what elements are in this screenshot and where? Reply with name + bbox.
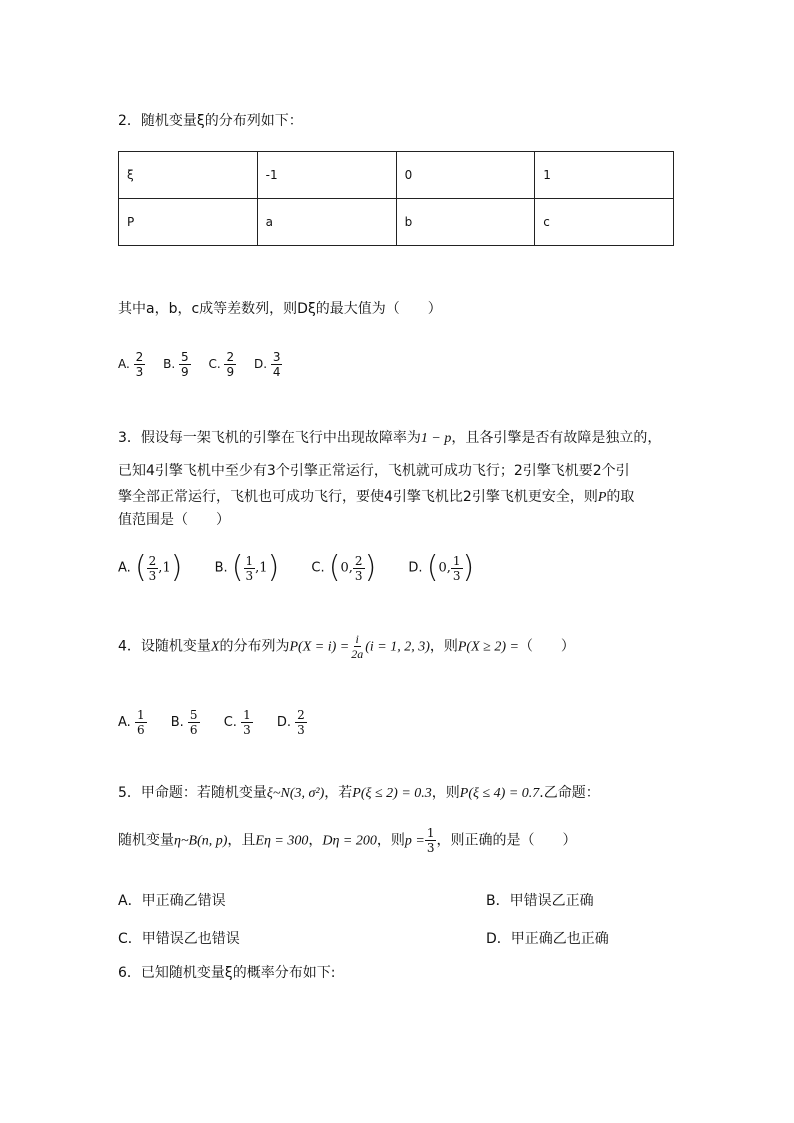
table-cell: 1 (535, 152, 674, 199)
table-cell: 0 (396, 152, 535, 199)
table-cell: ξ (119, 152, 258, 199)
fraction: $\frac{5}{9}$ (180, 350, 189, 379)
q4-options (118, 708, 335, 737)
table-cell: a (257, 199, 396, 246)
fraction: $\frac{2}{3}$ (297, 708, 305, 737)
q3-line3: 擎全部正常运行，飞机也可成功飞行，要使4引擎飞机比2引擎飞机更安全，则P的取 (118, 489, 635, 505)
distribution-table (118, 151, 674, 246)
q2-option-c: C. $\frac{2}{9}$ (208, 350, 235, 379)
q6-intro: 6．已知随机变量ξ的概率分布如下: (118, 965, 336, 981)
q3-option-d: D. (0, $\frac{1}{3}$ ) (408, 550, 475, 585)
table-cell: P (119, 199, 258, 246)
q5-option-a: A．甲正确乙错误 (118, 893, 226, 909)
fraction: $\frac{1}{3}$ (426, 826, 435, 855)
table-row (119, 199, 674, 246)
q2-condition: 其中a，b，c成等差数列，则Dξ的最大值为（ ） (118, 301, 442, 317)
q2-options (118, 350, 310, 379)
fraction: $\frac{1}{3}$ (452, 553, 461, 583)
fraction: $\frac{2}{3}$ (135, 350, 144, 379)
fraction: $\frac{i}{2a}$ (351, 632, 364, 661)
q3-line1: 3．假设每一架飞机的引擎在飞行中出现故障率为1 − p，且各引擎是否有故障是独立的， (118, 430, 662, 446)
q4-option-c: C. $\frac{1}{3}$ (223, 708, 251, 737)
fraction: $\frac{2}{3}$ (148, 553, 157, 583)
q2-option-a: A. $\frac{2}{3}$ (118, 350, 144, 379)
fraction: $\frac{1}{3}$ (243, 708, 251, 737)
q5-line1: 5．甲命题：若随机变量ξ~N(3, σ²)，若P(ξ ≤ 2) = 0.3，则P(ξ ≤ 4) = 0.7.乙命题： (118, 785, 600, 801)
q5-option-b: B．甲错误乙正确 (486, 893, 594, 909)
q4-line: 4．设随机变量X的分布列为P(X = i) = $\frac{i}{2a}$ (i = 1, 2, 3)，则P(X ≥ 2) =（ ） (118, 632, 575, 661)
fraction: $\frac{1}{3}$ (245, 553, 254, 583)
q5-line2: 随机变量η~B(n, p)，且Eη = 300，Dη = 200，则p = $\frac{1}{3}$ ，则正确的是（ ） (118, 826, 577, 855)
q3-line2: 已知4引擎飞机中至少有3个引擎正常运行，飞机就可成功飞行；2引擎飞机要2个引 (118, 463, 630, 479)
q4-option-b: B. $\frac{5}{6}$ (170, 708, 198, 737)
table-row (119, 152, 674, 199)
q3-option-c: C. (0, $\frac{2}{3}$ ) (311, 550, 377, 585)
q3-option-a: A. ( $\frac{2}{3}$ ,1) (118, 550, 183, 585)
q3-line4: 值范围是（ ） (118, 512, 230, 528)
fraction: $\frac{2}{3}$ (354, 553, 363, 583)
fraction: $\frac{3}{4}$ (272, 350, 281, 379)
q2-option-b: B. $\frac{5}{9}$ (163, 350, 189, 379)
q5-option-c: C．甲错误乙也错误 (118, 931, 240, 947)
q3-options (118, 550, 502, 585)
q4-option-a: A. $\frac{1}{6}$ (118, 708, 145, 737)
q2-intro: 2．随机变量ξ的分布列如下： (118, 113, 303, 129)
table-cell: b (396, 199, 535, 246)
q2-option-d: D. $\frac{3}{4}$ (253, 350, 281, 379)
table-cell: -1 (257, 152, 396, 199)
fraction: $\frac{2}{9}$ (226, 350, 235, 379)
fraction: $\frac{1}{6}$ (136, 708, 145, 737)
q5-option-d: D．甲正确乙也正确 (486, 931, 609, 947)
table-cell: c (535, 199, 674, 246)
q3-option-b: B. ( $\frac{1}{3}$ ,1) (214, 550, 280, 585)
fraction: $\frac{5}{6}$ (189, 708, 198, 737)
q4-option-d: D. $\frac{2}{3}$ (276, 708, 305, 737)
